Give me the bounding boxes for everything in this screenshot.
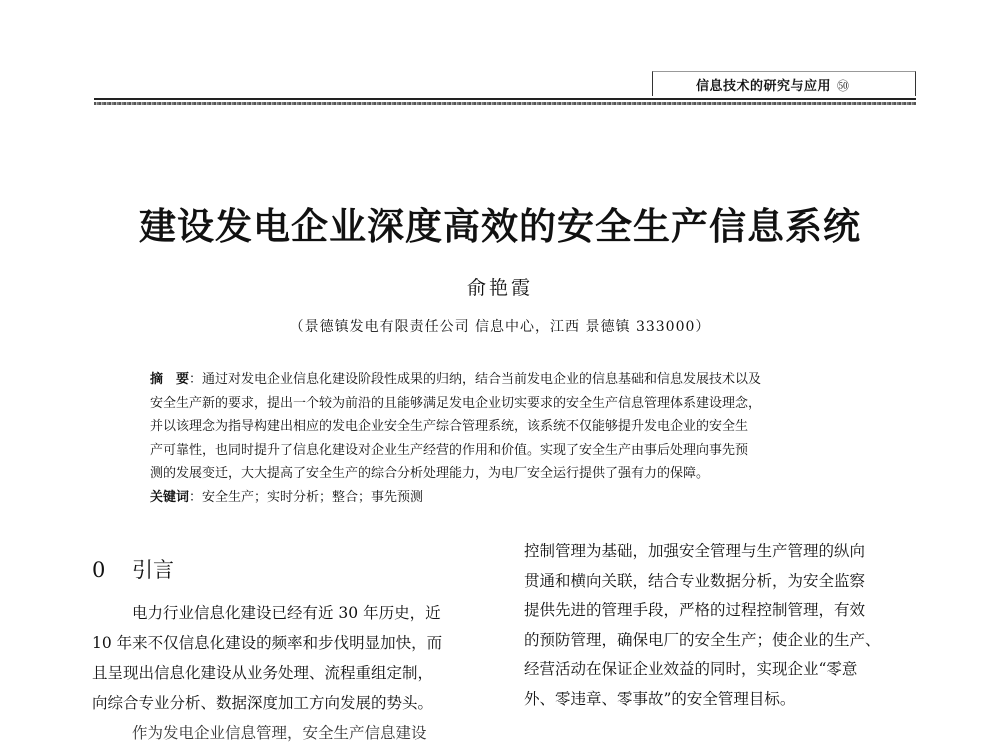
header-rule-thick [94,98,916,100]
body-line: 经营活动在保证企业效益的同时，实现企业“零意 [524,660,858,678]
abstract-line: 并以该理念为指导构建出相应的发电企业安全生产综合管理系统，该系统不仅能够提升发电企业的安全生 [150,419,749,435]
keywords-label: 关键词 [150,490,190,505]
body-line: 的预防管理，确保电厂的安全生产；使企业的生产、 [524,630,881,649]
section-number: 0 [92,558,106,582]
running-header-title: 信息技术的研究与应用 [696,79,832,94]
abstract-line: 测的发展变迁，大大提高了安全生产的综合分析处理能力，为电厂安全运行提供了强有力的保障。 [150,466,710,482]
section-title: 引言 [132,558,174,582]
article-author: 俞艳霞 [466,277,533,299]
body-line: 10 年来不仅信息化建设的频率和步伐明显加快，而 [92,634,443,652]
body-line: 提供先进的管理手段，严格的过程控制管理，有效 [524,601,866,619]
body-line: 电力行业信息化建设已经有近 30 年历史，近 [132,604,441,622]
running-header [696,75,850,94]
abstract [150,368,862,486]
keywords-text: ：安全生产；实时分析；整合；事先预测 [189,490,424,505]
abstract-text: ：通过对发电企业信息化建设阶段性成果的归纳，结合当前发电企业的信息基础和信息发展技术以及 [189,372,762,387]
body-line: 贯通和横向关联，结合专业数据分析，为安全监察 [524,571,866,590]
abstract-label: 摘 要 [150,372,190,387]
body-line: 外、零违章、零事故”的安全管理目标。 [524,689,796,708]
body-line: 且呈现出信息化建设从业务处理、流程重组定制， [92,664,434,682]
right-column [524,537,922,714]
abstract-line: 产可靠性，也同时提升了信息化建设对企业生产经营的作用和价值。实现了安全生产由事后处理向事先预 [150,442,749,458]
body-line-cut: 作为发电企业信息管理，安全生产信息建设 [132,724,427,742]
article-title: 建设发电企业深度高效的安全生产信息系统 [139,204,861,248]
author-affiliation: （景德镇发电有限责任公司 信息中心，江西 景德镇 333000） [289,319,711,335]
keywords [150,486,423,505]
body-line: 控制管理为基础，加强安全管理与生产管理的纵向 [524,542,866,560]
header-rule-dotted [94,102,916,105]
left-column [92,598,490,748]
body-line: 向综合专业分析、数据深度加工方向发展的势头。 [92,694,434,712]
abstract-line: 安全生产新的要求，提出一个较为前沿的且能够满足发电企业切实要求的安全生产信息管理体系建设理念， [150,395,762,411]
section-heading [92,554,174,584]
abstract-line [150,368,862,392]
page-number-emblem: ㊿ [837,79,850,93]
